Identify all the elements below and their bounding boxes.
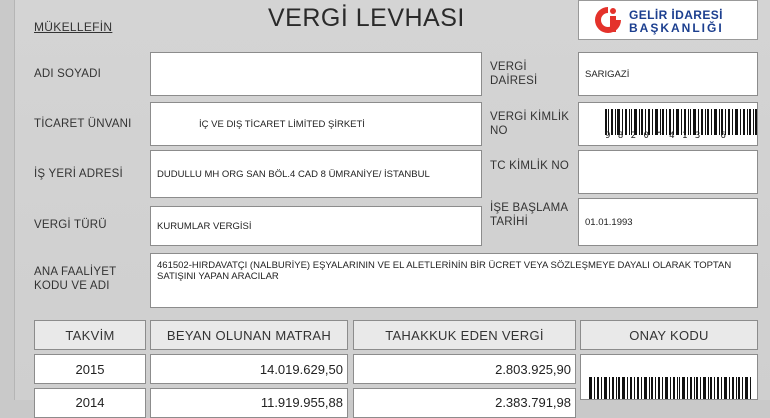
table-row-base: 11.919.955,88 [150,388,348,418]
approval-barcode [589,377,758,400]
activity-value: 461502-HIRDAVATÇI (NALBURİYE) EŞYALARININ VE EL ALETLERİNİN BİR ÜCRET VEYA SÖZLEŞMEYE DAYALI OLARAK TOPTAN SATIŞINI YAPAN ARACILAR [150,253,758,308]
address-label: İŞ YERİ ADRESİ [34,168,123,180]
col-header-year: TAKVİM [34,320,146,350]
logo-text-line1: GELİR İDARESİ [629,8,723,22]
gib-logo [578,0,758,40]
document-title: VERGİ LEVHASI [268,4,465,32]
tax-id-barcode-text: 9 8 2 0 ^ 4 1 3 6 [605,131,727,141]
start-date-value: 01.01.1993 [578,198,758,246]
tax-office-value: SARIGAZİ [578,52,758,96]
start-date-label-line1: İŞE BAŞLAMA [490,202,569,214]
table-row-year: 2014 [34,388,146,418]
approval-code-box [580,354,758,400]
tax-office-label-line2: DAİRESİ [490,75,538,87]
table-row-year: 2015 [34,354,146,384]
address-value: DUDULLU MH ORG SAN BÖL.4 CAD 8 ÜMRANİYE/ İSTANBUL [150,150,482,198]
table-row-tax: 2.383.791,98 [353,388,576,418]
trade-name-label: TİCARET ÜNVANI [34,118,132,130]
gib-logo-icon [593,5,623,35]
name-label: ADI SOYADI [34,68,101,80]
col-header-assessed-tax: TAHAKKUK EDEN VERGİ [353,320,576,350]
tc-id-label: TC KİMLİK NO [490,160,570,172]
tax-id-value [578,102,758,146]
activity-label-line2: KODU VE ADI [34,280,110,292]
col-header-declared-base: BEYAN OLUNAN MATRAH [150,320,348,350]
start-date-label-line2: TARİHİ [490,216,529,228]
tax-office-label-line1: VERGİ [490,61,527,73]
tc-id-value [578,150,758,194]
name-value [150,52,482,96]
tax-id-label-line1: VERGİ KİMLİK [490,111,570,123]
table-row-base: 14.019.629,50 [150,354,348,384]
trade-name-value: İÇ VE DIŞ TİCARET LİMİTED ŞİRKETİ [150,102,482,146]
section-label: MÜKELLEFİN [34,20,113,34]
tax-type-value: KURUMLAR VERGİSİ [150,206,482,246]
tax-id-label-line2: NO [490,125,508,137]
col-header-approval-code: ONAY KODU [580,320,758,350]
activity-label-line1: ANA FAALİYET [34,266,117,278]
logo-text-line2: BAŞKANLIĞI [629,21,724,35]
table-row-tax: 2.803.925,90 [353,354,576,384]
tax-type-label: VERGİ TÜRÜ [34,219,107,231]
